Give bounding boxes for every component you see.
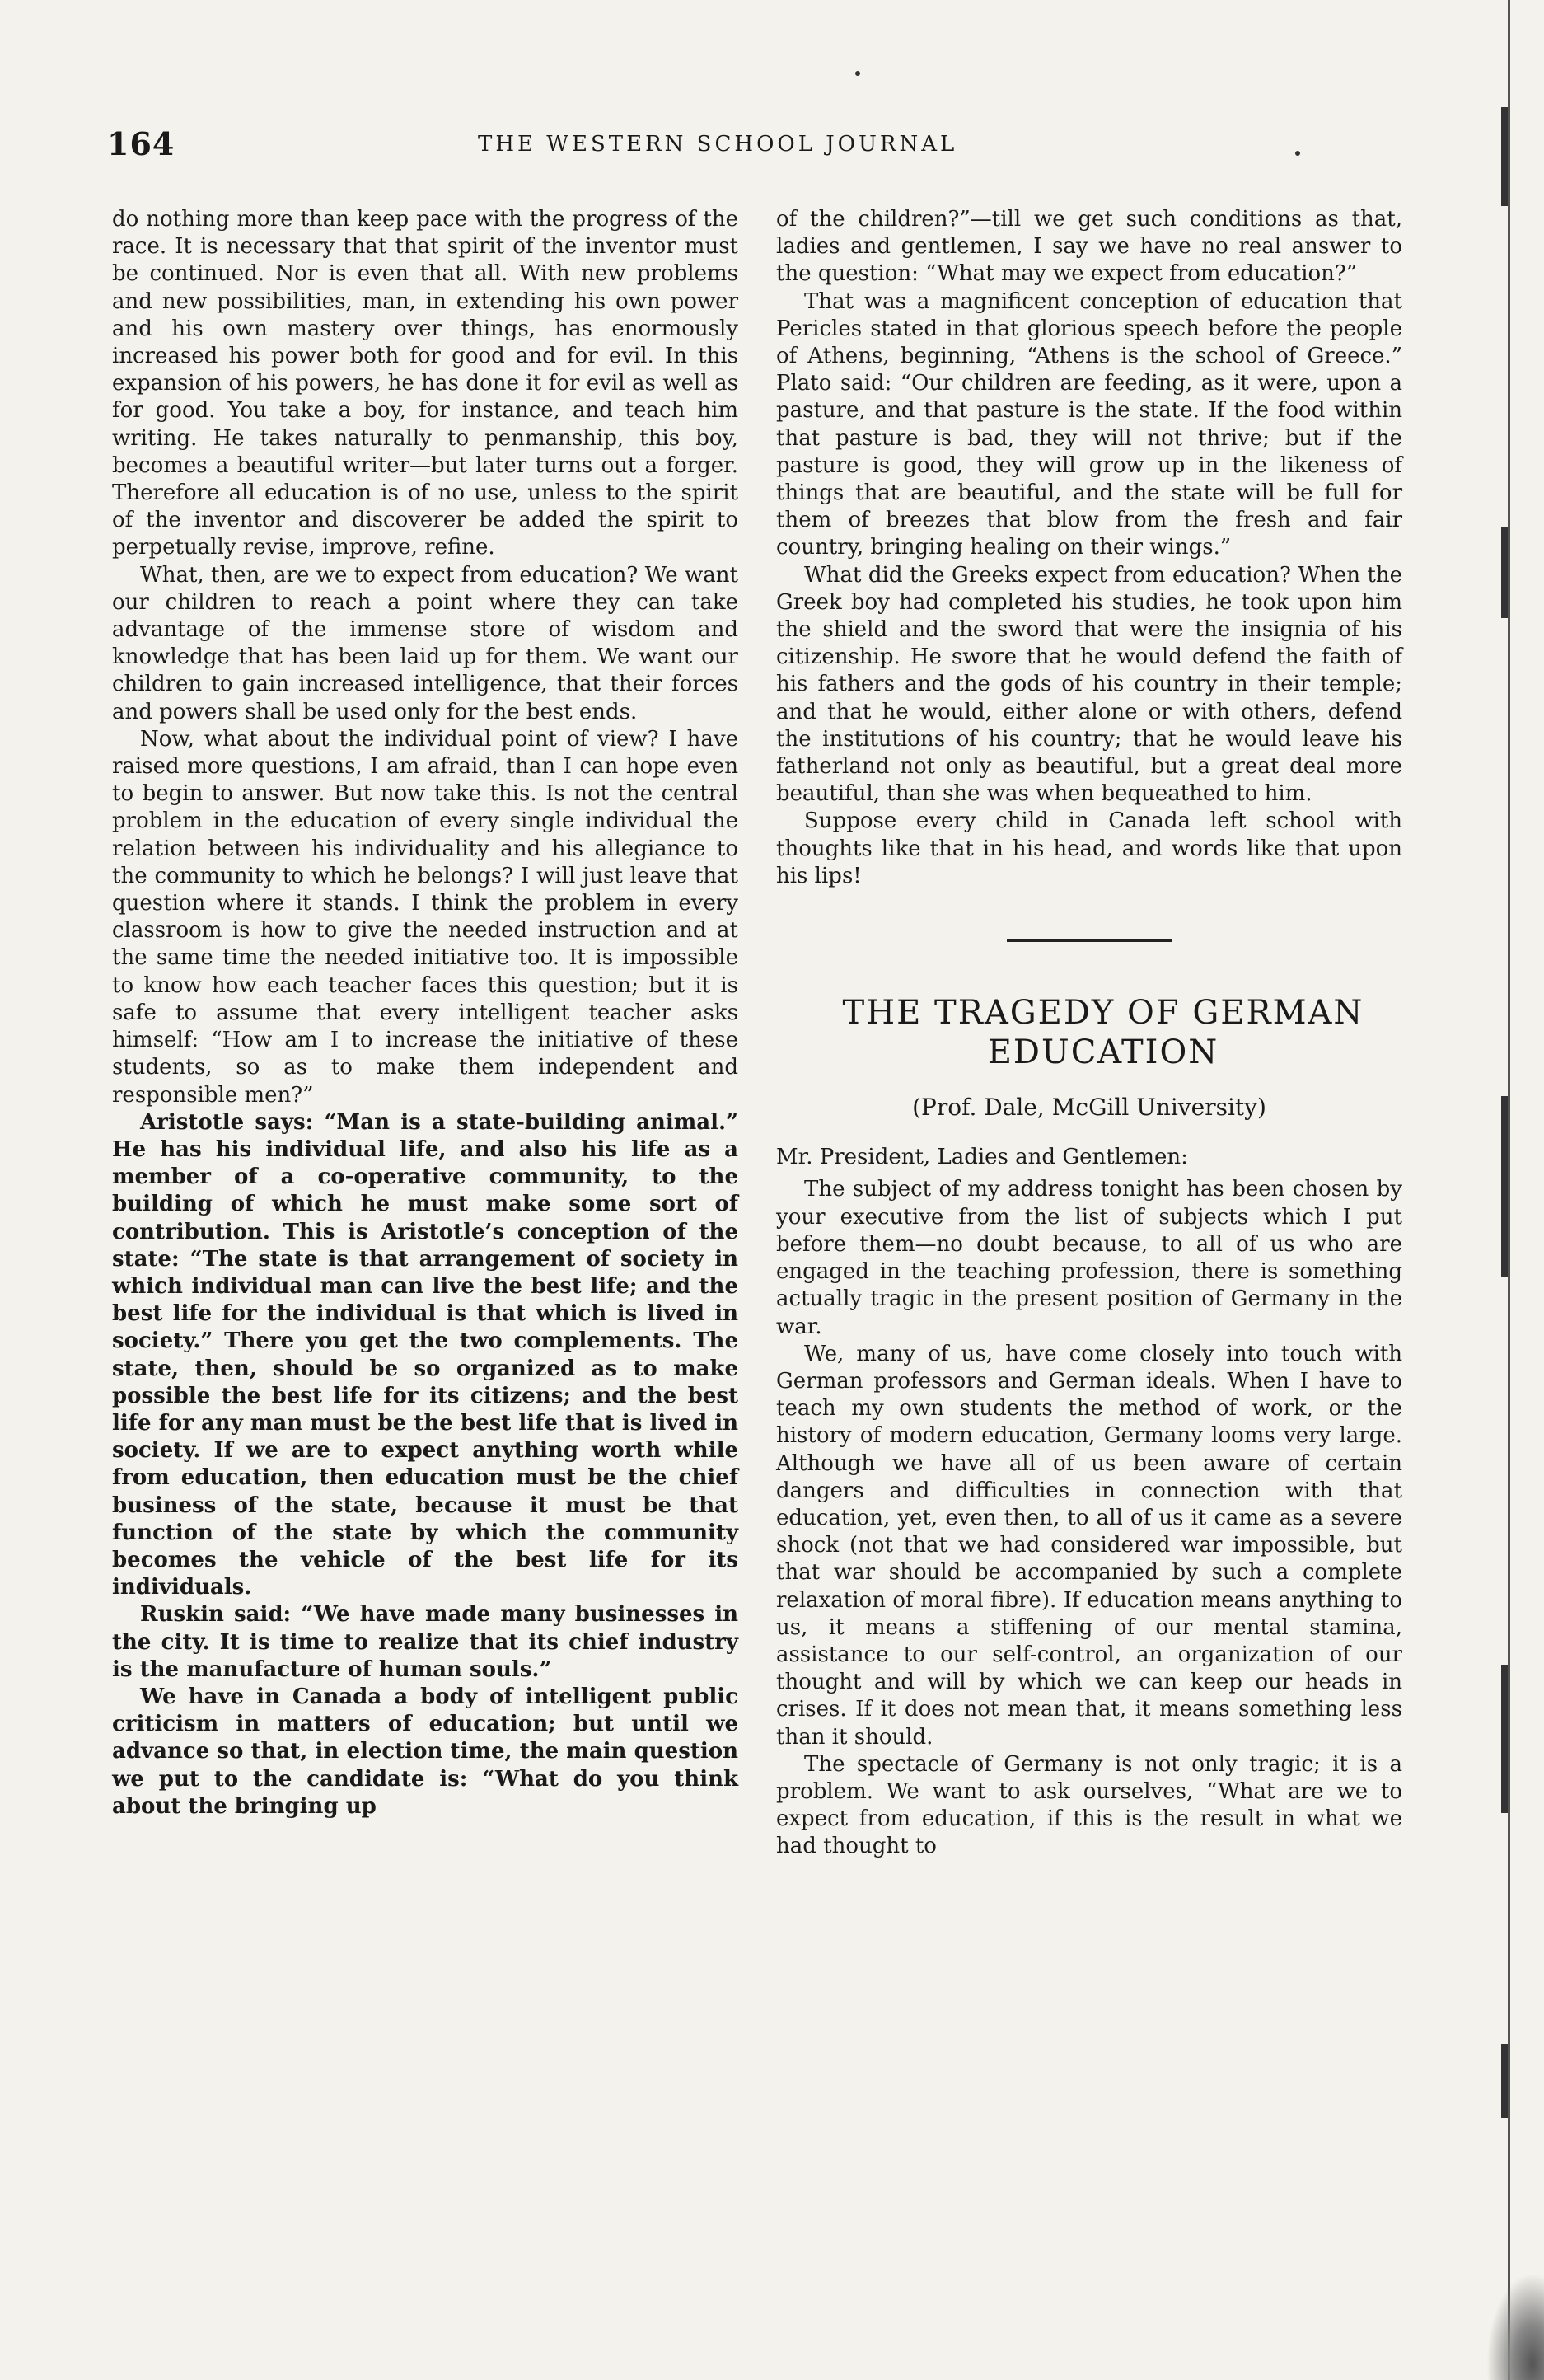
scan-corner-smudge xyxy=(1486,2273,1544,2380)
scan-edge-mark xyxy=(1501,527,1508,618)
paragraph: We have in Canada a body of intelligent public criticism in matters of education; but until we advance so that, in election time, the main question we put to the candidate is: “What do you think about the bringing up xyxy=(112,1684,738,1819)
section-divider xyxy=(1007,939,1172,942)
scan-edge-mark xyxy=(1501,107,1508,206)
scan-edge-line xyxy=(1508,0,1510,2380)
paragraph: of the children?”—till we get such conditions as that, ladies and gentlemen, I say we have no real answer to the question: “What may we expect from education?” xyxy=(776,207,1402,287)
right-column xyxy=(776,206,1402,1861)
paragraph: The subject of my address tonight has been chosen by your executive from the list of subjects which I put before them—no doubt because, to all of us who are engaged in the teaching profession, there is something actually tragic in the present position of Germany in the war. xyxy=(776,1177,1402,1339)
paragraph: Suppose every child in Canada left school with thoughts like that in his head, and words like that upon his lips! xyxy=(776,808,1402,888)
paragraph: The spectacle of Germany is not only tragic; it is a problem. We want to ask ourselves, “What are we to expect from education, if this is the result in what we had thought to xyxy=(776,1751,1402,1859)
page-number: 164 xyxy=(107,125,175,162)
article-title-line: THE TRAGEDY OF GERMAN xyxy=(842,994,1364,1033)
scan-edge-mark xyxy=(1501,1096,1508,1277)
paragraph: What, then, are we to expect from education? We want our children to reach a point where they can take advantage of the immense store of wisdom and knowledge that has been laid up for them. We want our children to gain increased intelligence, that their forces and powers shall be used only for the best ends. xyxy=(112,562,738,724)
paragraph: do nothing more than keep pace with the progress of the race. It is necessary that that spirit of the inventor must be continued. Nor is even that all. With new problems and new possibilities, man, in extending his own power and his own mastery over things, has enormously increased his power both for good and for evil. In this expansion of his powers, he has done it for evil as well as for good. You take a boy, for instance, and teach him writing. He takes naturally to penmanship, this boy, becomes a beautiful writer—but later turns out a forger. Therefore all education is of no use, unless to the spirit of the inventor and discoverer be added the spirit to perpetually revise, improve, refine. xyxy=(112,207,738,560)
paragraph: Now, what about the individual point of view? I have raised more questions, I am afraid, than I can hope even to begin to answer. But now take this. Is not the central problem in the education of every single individual the relation between his individuality and his allegiance to the community to which he belongs? I will just leave that question where it stands. I think the problem in every classroom is how to give the needed instruction and at the same time the needed initiative too. It is impossible to know how each teacher faces this question; but it is safe to assume that every intelligent teacher asks himself: “How am I to increase the initiative of these students, so as to make them independent and responsible men?” xyxy=(112,726,738,1108)
left-column xyxy=(112,206,738,1820)
paragraph: What did the Greeks expect from education? When the Greek boy had completed his studies, he took upon him the shield and the sword that were the insignia of his citizenship. He swore that he would defend the faith of his fathers and the gods of his country in their temple; and that he would, either alone or with others, defend the institutions of his country; that he would leave his fatherland not only as beautiful, but a great deal more beautiful, than she was when bequeathed to him. xyxy=(776,562,1402,807)
article-heading xyxy=(776,993,1402,1072)
article-title-line: EDUCATION xyxy=(987,1033,1219,1072)
paragraph: Ruskin said: “We have made many businesses in the city. It is time to realize that its chief industry is the manufacture of human souls.” xyxy=(112,1602,738,1682)
paragraph: We, many of us, have come closely into touch with German professors and German ideals. When I have to teach my own students the method of work, or the history of modern education, Germany looms very large. Although we have all of us been aware of certain dangers and difficulties in connection with that education, yet, even then, to all of us it came as a severe shock (not that we had considered war impossible, but that war should be accompanied by such a complete relaxation of moral fibre). If education means anything to us, it means a stiffening of our mental stamina, assistance to our self-control, an organization of our thought and will by which we can keep our heads in crises. If it does not mean that, it means something less than it should. xyxy=(776,1341,1402,1750)
page-header xyxy=(107,125,1392,175)
paragraph: That was a magnificent conception of education that Pericles stated in that glorious speech before the people of Athens, beginning, “Athens is the school of Greece.” Plato said: “Our children are feeding, as it were, upon a pasture, and that pasture is the state. If the food within that pasture is bad, they will not thrive; but if the pasture is good, they will grow up in the likeness of things that are beautiful, and the state will be full for them of breezes that blow from the fresh and fair country, bringing healing on their wings.” xyxy=(776,288,1402,560)
scan-edge-mark xyxy=(1501,1665,1508,1813)
salutation: Mr. President, Ladies and Gentlemen: xyxy=(776,1145,1188,1170)
article-byline: (Prof. Dale, McGill University) xyxy=(912,1094,1266,1122)
running-head: THE WESTERN SCHOOL JOURNAL xyxy=(478,132,958,157)
scan-speck xyxy=(1295,151,1300,156)
scan-speck xyxy=(855,71,860,76)
paragraph: Aristotle says: “Man is a state-building animal.” He has his individual life, and also his life as a member of a co-operative community, to the building of which he must make some sort of contribution. This is Aristotle’s conception of the state: “The state is that arrangement of society in which individual man can live the best life; and the best life for the individual is that which is lived in society.” There you get the two complements. The state, then, should be so organized as to make possible the best life for its citizens; and the best life for any man must be the best life that is lived in society. If we are to expect anything worth while from education, then education must be the chief business of the state, because it must be that function of the state by which the community becomes the vehicle of the best life for its individuals. xyxy=(112,1109,738,1600)
scan-edge-mark xyxy=(1501,2044,1508,2118)
